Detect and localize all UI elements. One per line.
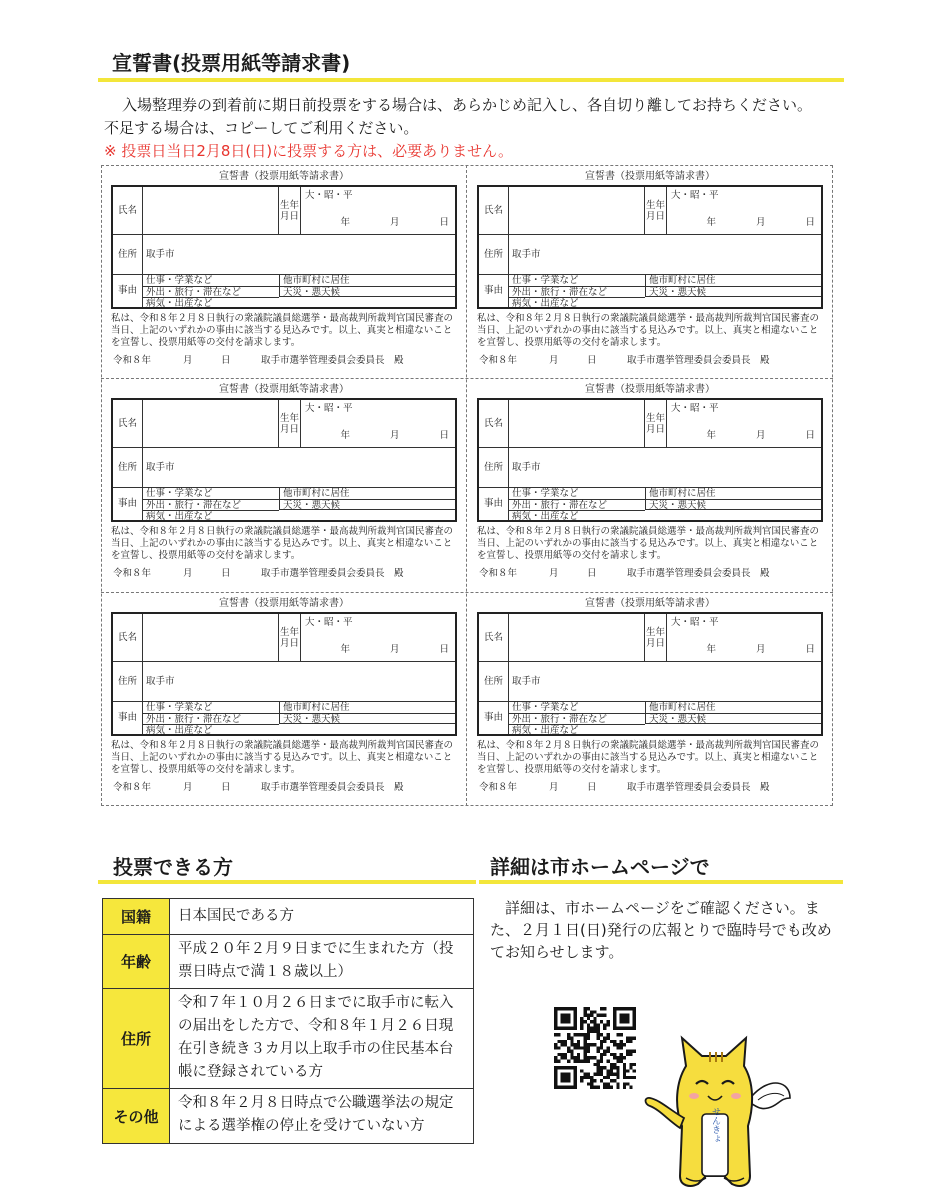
reason-option[interactable]: 外出・旅行・滞在など [509, 713, 645, 724]
mascot-sash-text: せんきょ [710, 1107, 720, 1143]
row-key: その他 [103, 1089, 170, 1143]
name-label: 氏名 [113, 400, 143, 448]
footer-era-year: 令和８年 [113, 568, 152, 579]
reason-options [143, 702, 455, 734]
reason-label: 事由 [479, 275, 509, 307]
intro-line-1: 入場整理券の到着前に期日前投票をする場合は、あらかじめ記入し、各自切り離してお持ちください。 [122, 96, 813, 114]
reason-option[interactable]: 他市町村に居住 [279, 275, 455, 286]
slip-title: 宣誓書（投票用紙等請求書） [219, 171, 349, 182]
year-label: 年 [706, 217, 716, 228]
declaration-text: 私は、令和８年２月８日執行の衆議院議員総選挙・最高裁判所裁判官国民審査の当日、上記のいずれかの事由に該当する見込みです。以上、真実と相違ないことを宣誓し、投票用紙等の交付を請求します。 [477, 526, 820, 561]
day-label: 日 [439, 217, 449, 228]
address-field[interactable]: 取手市 [143, 662, 455, 702]
title-underline [98, 880, 476, 884]
row-value: 平成２０年２月９日までに生まれた方（投票日時点で満１８歳以上） [178, 941, 454, 980]
day-label: 日 [805, 430, 815, 441]
reason-option[interactable]: 病気・出産など [509, 724, 645, 735]
month-label: 月 [389, 644, 400, 655]
intro-notice: ※ 投票日当日2月8日(日)に投票する方は、必要ありません。 [104, 142, 514, 160]
footer-era-year: 令和８年 [479, 782, 518, 793]
reason-option[interactable]: 仕事・学業など [512, 702, 579, 713]
footer-era-year: 令和８年 [113, 355, 152, 366]
reason-option[interactable]: 病気・出産など [143, 724, 279, 735]
name-label: 氏名 [113, 187, 143, 235]
footer-addressee: 取手市選挙管理委員会委員長 殿 [261, 782, 404, 793]
year-label: 年 [706, 430, 716, 441]
name-label: 氏名 [113, 614, 143, 662]
reason-option[interactable]: 他市町村に居住 [645, 488, 821, 499]
day-label: 日 [805, 644, 815, 655]
birth-field[interactable] [301, 187, 455, 235]
details-text: 詳細は、市ホームページをご確認ください。また、２月１日(日)発行の広報とりで臨時号でも改めてお知らせします。 [490, 899, 832, 961]
reason-options [143, 488, 455, 520]
slip-form-grid [477, 398, 823, 522]
footer-day: 日 [221, 782, 231, 793]
qr-code-icon[interactable] [554, 1007, 636, 1089]
row-key: 国籍 [103, 899, 170, 934]
birth-field[interactable] [667, 400, 821, 448]
eligibility-table [102, 898, 474, 1144]
address-label: 住所 [113, 662, 143, 702]
declaration-slip [477, 594, 823, 807]
year-label: 年 [706, 644, 716, 655]
reason-option[interactable]: 仕事・学業など [512, 488, 579, 499]
reason-label: 事由 [479, 702, 509, 734]
era-options: 大・昭・平 [671, 190, 719, 201]
reason-label: 事由 [113, 275, 143, 307]
reason-option[interactable]: 外出・旅行・滞在など [509, 499, 645, 510]
month-label: 月 [389, 430, 400, 441]
row-key: 年齢 [103, 935, 170, 988]
reason-option[interactable]: 仕事・学業など [146, 702, 213, 713]
birth-field[interactable] [667, 187, 821, 235]
declaration-text: 私は、令和８年２月８日執行の衆議院議員総選挙・最高裁判所裁判官国民審査の当日、上記のいずれかの事由に該当する見込みです。以上、真実と相違ないことを宣誓し、投票用紙等の交付を請求します。 [111, 313, 454, 348]
footer-addressee: 取手市選挙管理委員会委員長 殿 [627, 355, 770, 366]
footer-day: 日 [221, 568, 231, 579]
title-underline [479, 880, 843, 884]
slip-title: 宣誓書（投票用紙等請求書） [219, 384, 349, 395]
slip-title: 宣誓書（投票用紙等請求書） [585, 171, 715, 182]
name-label: 氏名 [479, 187, 509, 235]
birth-label: 生年月日 [279, 187, 301, 235]
cut-line-vertical [466, 165, 467, 806]
month-label: 月 [755, 217, 766, 228]
intro-line-2: 不足する場合は、コピーしてご利用ください。 [104, 119, 419, 137]
footer-month: 月 [183, 568, 193, 579]
footer-month: 月 [549, 782, 559, 793]
declaration-slip [111, 167, 457, 380]
slip-form-grid [477, 185, 823, 309]
declaration-text: 私は、令和８年２月８日執行の衆議院議員総選挙・最高裁判所裁判官国民審査の当日、上記のいずれかの事由に該当する見込みです。以上、真実と相違ないことを宣誓し、投票用紙等の交付を請求します。 [477, 740, 820, 775]
name-field[interactable] [509, 400, 645, 448]
footer-era-year: 令和８年 [113, 782, 152, 793]
reason-option[interactable]: 天災・悪天候 [645, 286, 821, 297]
reason-options [509, 702, 821, 734]
name-field[interactable] [509, 187, 645, 235]
birth-label: 生年月日 [279, 614, 301, 662]
footer-day: 日 [221, 355, 231, 366]
day-label: 日 [439, 430, 449, 441]
address-label: 住所 [479, 235, 509, 275]
reason-option[interactable]: 天災・悪天候 [645, 499, 821, 510]
birth-field[interactable] [667, 614, 821, 662]
era-options: 大・昭・平 [305, 403, 353, 414]
cat-mascot-icon [640, 1026, 792, 1192]
era-options: 大・昭・平 [305, 190, 353, 201]
reason-label: 事由 [479, 488, 509, 520]
reason-option[interactable]: 病気・出産など [509, 297, 645, 308]
table-row [103, 935, 473, 989]
reason-option[interactable]: 病気・出産など [143, 510, 279, 521]
table-row [103, 899, 473, 935]
slip-title: 宣誓書（投票用紙等請求書） [585, 598, 715, 609]
footer-month: 月 [549, 568, 559, 579]
declaration-slip [477, 167, 823, 380]
address-field[interactable]: 取手市 [509, 448, 821, 488]
reason-option[interactable]: 天災・悪天候 [279, 499, 455, 510]
footer-addressee: 取手市選挙管理委員会委員長 殿 [261, 355, 404, 366]
address-field[interactable]: 取手市 [143, 448, 455, 488]
declaration-text: 私は、令和８年２月８日執行の衆議院議員総選挙・最高裁判所裁判官国民審査の当日、上記のいずれかの事由に該当する見込みです。以上、真実と相違ないことを宣誓し、投票用紙等の交付を請求します。 [111, 740, 454, 775]
reason-label: 事由 [113, 488, 143, 520]
reason-option[interactable]: 仕事・学業など [146, 488, 213, 499]
reason-options [509, 488, 821, 520]
name-field[interactable] [143, 614, 279, 662]
footer-day: 日 [587, 568, 597, 579]
name-field[interactable] [143, 187, 279, 235]
address-label: 住所 [479, 662, 509, 702]
reason-option[interactable]: 他市町村に居住 [645, 275, 821, 286]
name-label: 氏名 [479, 614, 509, 662]
month-label: 月 [389, 217, 400, 228]
footer-month: 月 [549, 355, 559, 366]
reason-option[interactable]: 他市町村に居住 [645, 702, 821, 713]
address-label: 住所 [479, 448, 509, 488]
address-field[interactable]: 取手市 [509, 235, 821, 275]
declaration-slip [477, 380, 823, 593]
row-value: 令和７年１０月２６日までに取手市に転入の届出をした方で、令和８年１月２６日現在引き続き３カ月以上取手市の住民基本台帳に登録されている方 [178, 995, 454, 1080]
row-value: 令和８年２月８日時点で公職選挙法の規定による選挙権の停止を受けていない方 [178, 1095, 454, 1134]
era-options: 大・昭・平 [671, 403, 719, 414]
reason-options [143, 275, 455, 307]
footer-month: 月 [183, 782, 193, 793]
address-field[interactable]: 取手市 [509, 662, 821, 702]
reason-option[interactable]: 天災・悪天候 [279, 286, 455, 297]
details-title: 詳細は市ホームページで [490, 855, 710, 879]
month-label: 月 [755, 430, 766, 441]
reason-option[interactable]: 外出・旅行・滞在など [509, 286, 645, 297]
day-label: 日 [805, 217, 815, 228]
slip-title: 宣誓書（投票用紙等請求書） [585, 384, 715, 395]
reason-option[interactable]: 病気・出産など [509, 510, 645, 521]
birth-label: 生年月日 [645, 400, 667, 448]
birth-field[interactable] [301, 614, 455, 662]
slip-form-grid [111, 185, 457, 309]
footer-month: 月 [183, 355, 193, 366]
page-title: 宣誓書(投票用紙等請求書) [112, 51, 351, 75]
birth-label: 生年月日 [645, 187, 667, 235]
footer-addressee: 取手市選挙管理委員会委員長 殿 [627, 568, 770, 579]
reason-option[interactable]: 外出・旅行・滞在など [143, 286, 279, 297]
reason-options [509, 275, 821, 307]
birth-label: 生年月日 [279, 400, 301, 448]
address-label: 住所 [113, 235, 143, 275]
year-label: 年 [340, 644, 350, 655]
era-options: 大・昭・平 [305, 617, 353, 628]
slip-form-grid [477, 612, 823, 736]
slip-form-grid [111, 612, 457, 736]
slip-title: 宣誓書（投票用紙等請求書） [219, 598, 349, 609]
footer-day: 日 [587, 782, 597, 793]
row-key: 住所 [103, 989, 170, 1088]
slip-form-grid [111, 398, 457, 522]
footer-addressee: 取手市選挙管理委員会委員長 殿 [261, 568, 404, 579]
table-row [103, 1089, 473, 1143]
name-field[interactable] [143, 400, 279, 448]
eligibility-title: 投票できる方 [113, 855, 233, 879]
table-row [103, 989, 473, 1089]
reason-option[interactable]: 天災・悪天候 [279, 713, 455, 724]
birth-label: 生年月日 [645, 614, 667, 662]
footer-day: 日 [587, 355, 597, 366]
declaration-slip [111, 380, 457, 593]
declaration-slip [111, 594, 457, 807]
reason-option[interactable]: 他市町村に居住 [279, 702, 455, 713]
name-label: 氏名 [479, 400, 509, 448]
year-label: 年 [340, 217, 350, 228]
address-label: 住所 [113, 448, 143, 488]
footer-era-year: 令和８年 [479, 355, 518, 366]
declaration-text: 私は、令和８年２月８日執行の衆議院議員総選挙・最高裁判所裁判官国民審査の当日、上記のいずれかの事由に該当する見込みです。以上、真実と相違ないことを宣誓し、投票用紙等の交付を請求します。 [111, 526, 454, 561]
reason-option[interactable]: 天災・悪天候 [645, 713, 821, 724]
reason-option[interactable]: 外出・旅行・滞在など [143, 499, 279, 510]
name-field[interactable] [509, 614, 645, 662]
birth-field[interactable] [301, 400, 455, 448]
footer-era-year: 令和８年 [479, 568, 518, 579]
row-value: 日本国民である方 [178, 908, 294, 924]
address-field[interactable]: 取手市 [143, 235, 455, 275]
day-label: 日 [439, 644, 449, 655]
reason-option[interactable]: 他市町村に居住 [279, 488, 455, 499]
declaration-text: 私は、令和８年２月８日執行の衆議院議員総選挙・最高裁判所裁判官国民審査の当日、上記のいずれかの事由に該当する見込みです。以上、真実と相違ないことを宣誓し、投票用紙等の交付を請求します。 [477, 313, 820, 348]
reason-option[interactable]: 仕事・学業など [146, 275, 213, 286]
footer-addressee: 取手市選挙管理委員会委員長 殿 [627, 782, 770, 793]
reason-label: 事由 [113, 702, 143, 734]
year-label: 年 [340, 430, 350, 441]
reason-option[interactable]: 仕事・学業など [512, 275, 579, 286]
reason-option[interactable]: 外出・旅行・滞在など [143, 713, 279, 724]
title-underline [98, 78, 844, 82]
month-label: 月 [755, 644, 766, 655]
reason-option[interactable]: 病気・出産など [143, 297, 279, 308]
era-options: 大・昭・平 [671, 617, 719, 628]
